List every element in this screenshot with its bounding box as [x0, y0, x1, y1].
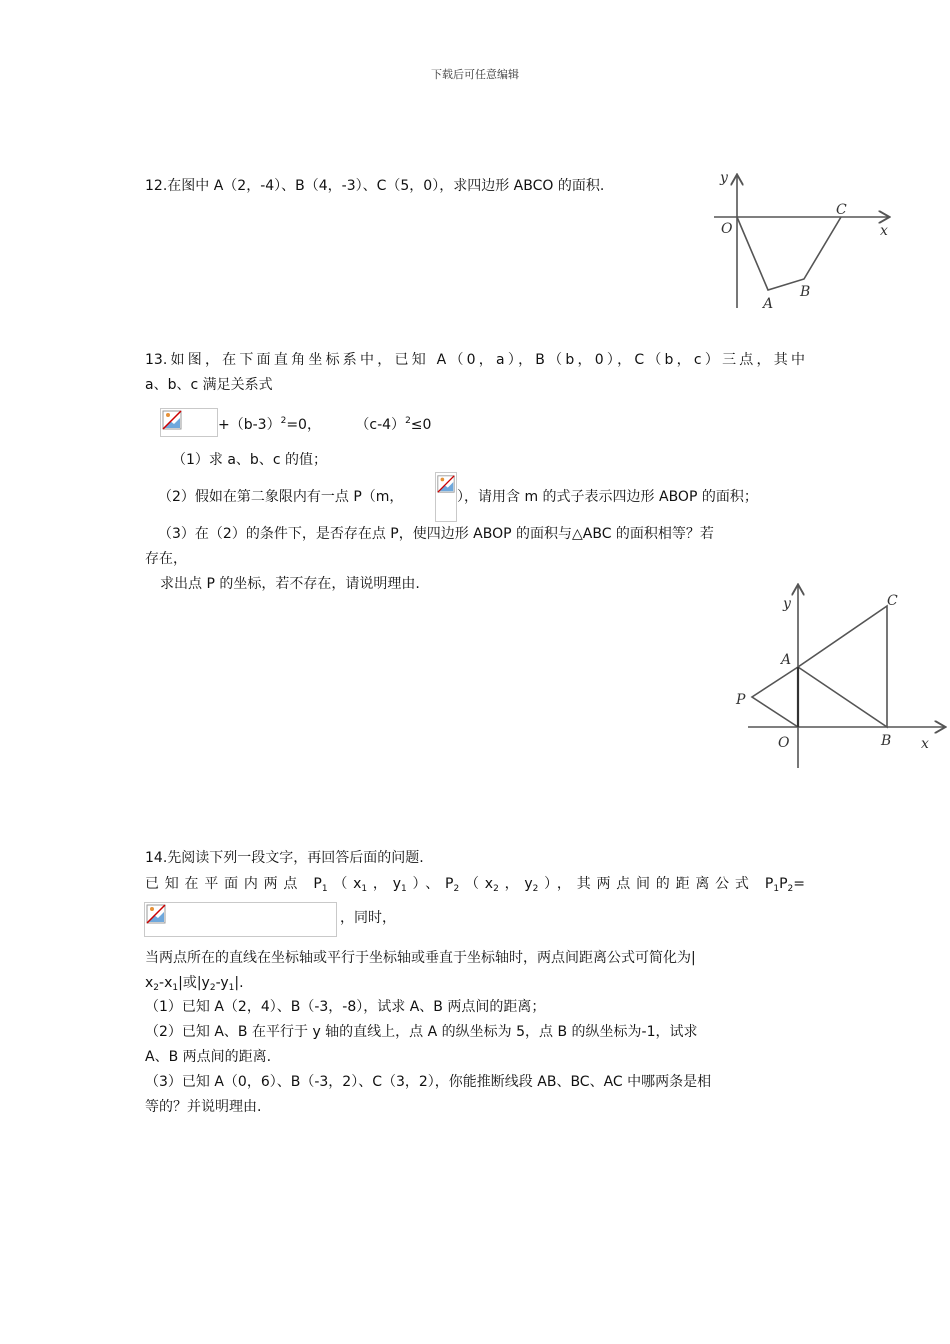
- q13-line1: 13.如图，在下面直角坐标系中，已知 A（0，a），B（b，0），C（b，c）三点，其中: [145, 352, 805, 368]
- q13-label-c: C: [887, 593, 898, 609]
- q13-figure: [728, 578, 950, 773]
- q13-part2-a: （2）假如在第二象限内有一点 P（m，: [158, 489, 404, 505]
- q13-label-x: x: [921, 736, 929, 752]
- q14-intro: 已知在平面内两点 $P_1(x_1$，$y_1$）、$P_2(x_2$，$y_2$），其两点间的距离公式 $P_1P_2=$: [145, 876, 805, 894]
- q13-label-a: A: [781, 652, 792, 668]
- q14-line3: 当两点所在的直线在坐标轴或平行于坐标轴或垂直于坐标轴时，两点间距离公式可简化为|: [145, 950, 696, 966]
- q13-part1: （1）求 a、b、c 的值；: [172, 452, 327, 468]
- page-header: 下载后可任意编辑: [431, 68, 519, 81]
- q12-label-c: C: [836, 202, 847, 218]
- q13-label-b: B: [881, 733, 892, 749]
- q13-part3-line1: （3）在（2）的条件下，是否存在点 P，使四边形 ABOP 的面积与△ABC 的面积相等？若: [158, 526, 714, 542]
- q14-part1: （1）已知 A（2，4）、B（-3，-8），试求 A、B 两点间的距离；: [145, 999, 546, 1015]
- q13-quadrilateral-abop: [752, 667, 798, 727]
- q13-triangle-abc: [798, 606, 887, 727]
- broken-image-icon: [160, 408, 218, 437]
- q12-quadrilateral: [737, 217, 841, 290]
- q12-label-y: y: [720, 170, 728, 186]
- broken-image-icon: [435, 472, 457, 522]
- broken-image-icon: [144, 902, 337, 937]
- q13-label-p: P: [736, 692, 746, 708]
- q14-same-time: ，同时，: [340, 910, 396, 926]
- q13-formula: $+(b-3)^2=0$， $(c-4)^2\le 0$: [218, 416, 432, 433]
- q12-label-b: B: [800, 284, 811, 300]
- q14-part2-line2: A、B 两点间的距离.: [145, 1049, 272, 1065]
- q12-label-o: O: [721, 221, 733, 237]
- q13-part3-line3: 求出点 P 的坐标，若不存在，请说明理由.: [160, 576, 420, 592]
- q13-part2-b: ），请用含 m 的式子表示四边形 ABOP 的面积；: [457, 489, 758, 505]
- q12-label-x: x: [880, 223, 888, 239]
- q13-label-y: y: [783, 596, 791, 612]
- q13-label-o: O: [778, 735, 790, 751]
- q14-part3-line2: 等的？并说明理由.: [145, 1099, 262, 1115]
- q12-figure: [700, 166, 900, 316]
- q14-part2-line1: （2）已知 A、B 在平行于 y 轴的直线上，点 A 的纵坐标为 5，点 B 的纵坐标为-1，试求: [145, 1024, 698, 1040]
- q12-text: 12.在图中 A（2，-4）、B（4，-3）、C（5，0），求四边形 ABCO 的面积.: [145, 178, 605, 194]
- q12-label-a: A: [763, 296, 774, 312]
- q14-part3-line1: （3）已知 A（0，6）、B（-3，2）、C（3，2），你能推断线段 AB、BC、AC 中哪两条是相: [145, 1074, 712, 1090]
- q14-title: 14.先阅读下列一段文字，再回答后面的问题.: [145, 850, 424, 866]
- q13-line2: a、b、c 满足关系式: [145, 377, 273, 393]
- q14-line4: $x_2-x_1|$或$|y_2-y_1|$.: [145, 975, 244, 993]
- q13-part3-line2: 存在，: [145, 551, 187, 567]
